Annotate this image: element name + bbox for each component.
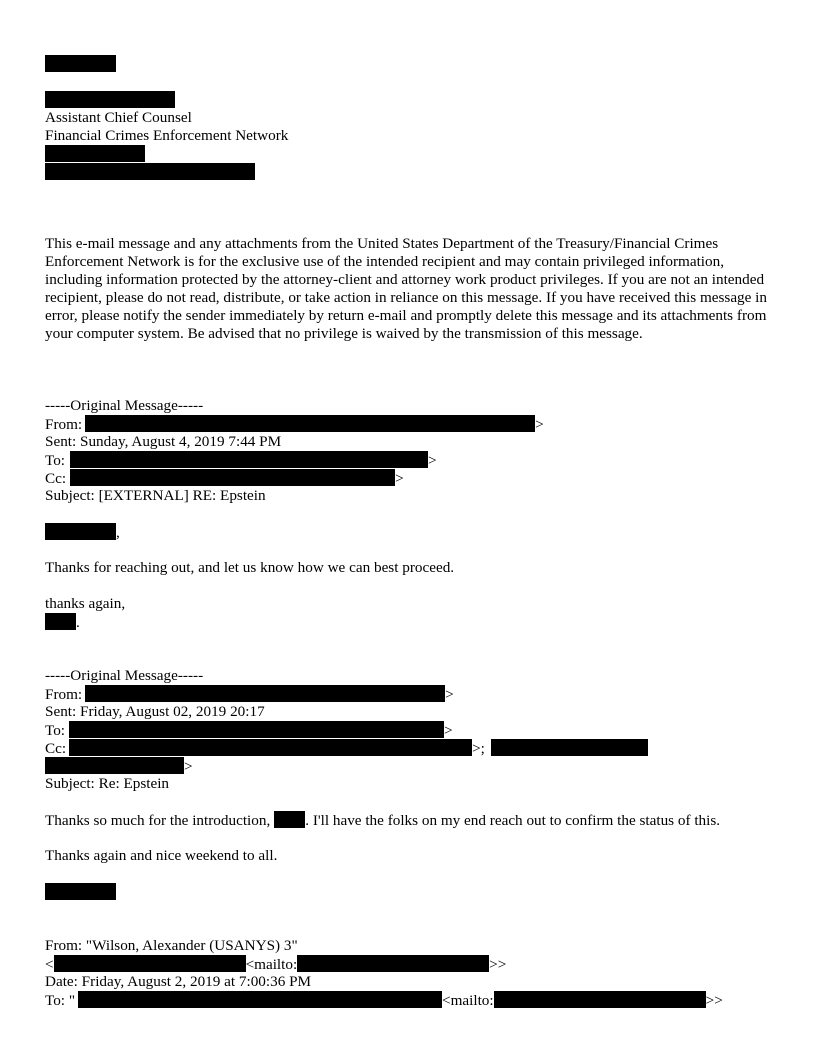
msg3-to: To: " <mailto: >> [45,992,723,1009]
signature-title: Assistant Chief Counsel [45,109,192,126]
msg2-sent: Sent: Friday, August 02, 2019 20:17 [45,703,265,720]
msg3-from: From: "Wilson, Alexander (USANYS) 3" [45,937,298,954]
redaction-signer-name [45,55,116,72]
msg2-subject: Subject: Re: Epstein [45,775,170,792]
redaction [494,991,706,1008]
disclaimer-text: This e-mail message and any attachments from the United States Department of the Treasury/Financial Crimes Enforcement Network is for the exclusive use of the intended recipient and may contain privileged information, including information protected by the attorney-client and attorney work product privileges. If you are not an intended recipient, please do not read, distribute, or take action in reliance on this message. If you have received this message in error, please notify the sender immediately by return e-mail and promptly delete this message and its attachments from your computer system. Be advised that no privilege is waived by the transmission of this message. [45,235,767,342]
redaction [54,955,246,972]
msg3-from-address: < <mailto: >> [45,956,507,973]
msg1-to: To: > [45,452,437,469]
redaction [297,955,489,972]
msg2-body: Thanks so much for the introduction, . I'll have the folks on my end reach out to confirm the status of this. [45,812,721,829]
redaction-name [45,91,175,108]
msg1-greeting: , [45,523,120,542]
redaction [78,991,442,1008]
msg1-from: From: > [45,416,544,433]
msg1-closing: thanks again, [45,595,126,612]
redaction [45,613,76,630]
redaction-phone [45,145,145,162]
msg2-separator: -----Original Message----- [45,667,204,684]
msg2-cc-cont: > [45,757,193,776]
msg1-cc: Cc: > [45,470,404,487]
redaction [45,757,184,774]
msg2-cc: Cc: >; [45,739,648,758]
msg2-to: To: > [45,722,453,739]
redaction [69,739,472,756]
redaction [491,739,648,756]
msg1-sign: . [45,613,80,632]
msg1-subject: Subject: [EXTERNAL] RE: Epstein [45,487,266,504]
redaction [69,721,444,738]
redaction [274,811,305,828]
redaction-sender-sign [45,883,116,900]
signature-org: Financial Crimes Enforcement Network [45,127,289,144]
msg2-body2: Thanks again and nice weekend to all. [45,847,278,864]
msg3-date: Date: Friday, August 2, 2019 at 7:00:36 PM [45,973,312,990]
msg1-separator: -----Original Message----- [45,397,204,414]
msg1-sent: Sent: Sunday, August 4, 2019 7:44 PM [45,433,282,450]
redaction [70,469,395,486]
redaction [45,523,116,540]
redaction [85,685,445,702]
redaction [85,415,535,432]
msg1-body: Thanks for reaching out, and let us know how we can best proceed. [45,559,455,576]
redaction [70,451,428,468]
redaction-email [45,163,255,180]
msg2-from: From: > [45,686,454,703]
